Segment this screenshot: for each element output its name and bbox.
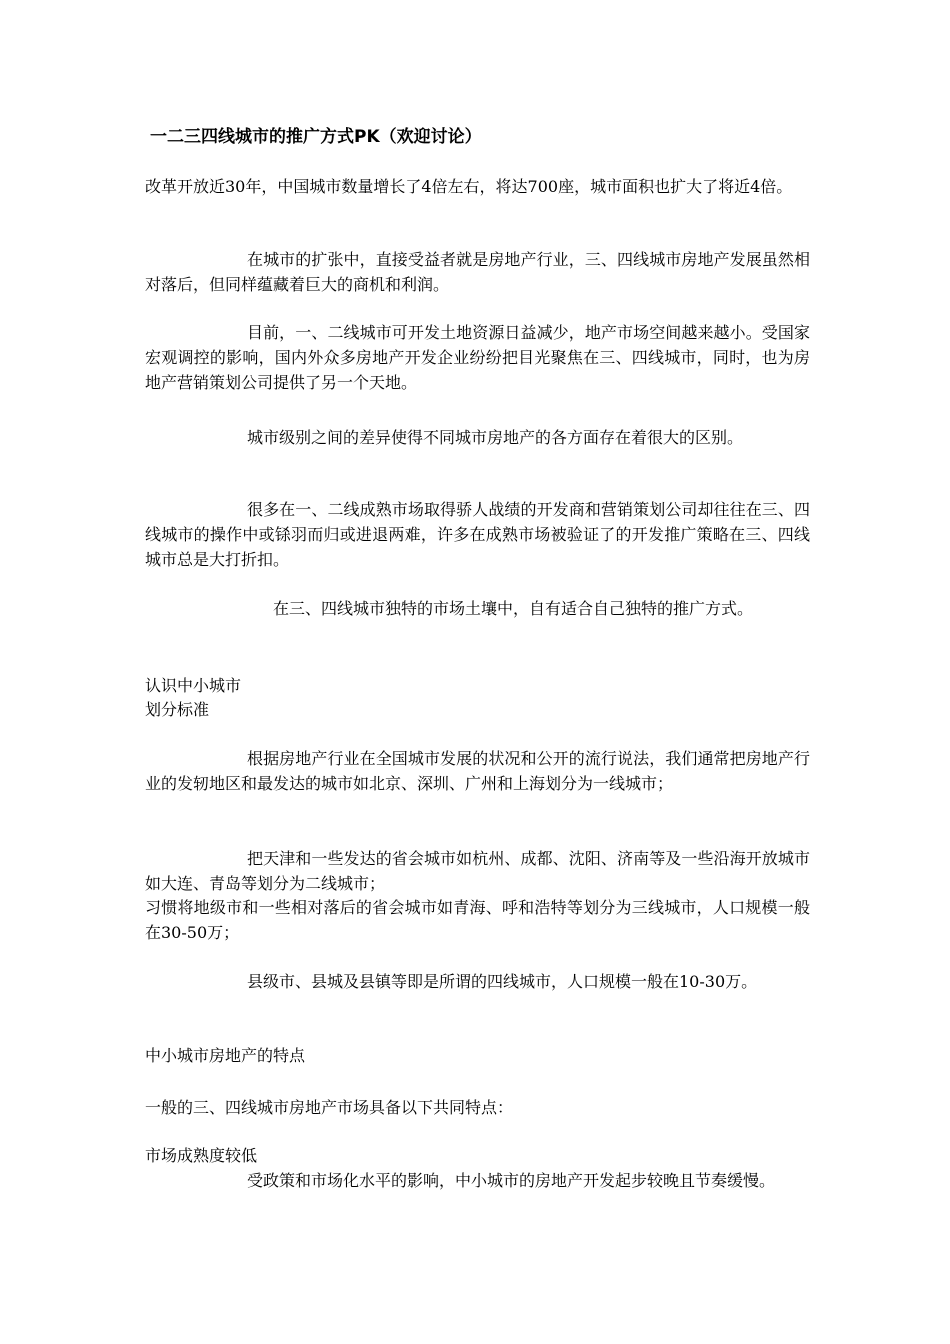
paragraph-second-tier: 把天津和一些发达的省会城市如杭州、成都、沈阳、济南等及一些沿海开放城市如大连、青岛等划分为二线城市； <box>145 849 810 893</box>
paragraph-fourth-tier: 县级市、县城及县镇等即是所谓的四线城市，人口规模一般在10-30万。 <box>247 972 758 991</box>
paragraph-current: 目前，一、二线城市可开发土地资源日益减少，地产市场空间越来越小。受国家宏观调控的影响，国内外众多房地产开发企业纷纷把目光聚焦在三、四线城市，同时，也为房地产营销策划公司提供了另一个天地。 <box>145 323 810 392</box>
section-heading-maturity: 市场成熟度较低 <box>145 1146 258 1165</box>
paragraph-difference: 城市级别之间的差异使得不同城市房地产的各方面存在着很大的区别。 <box>247 428 744 447</box>
paragraph-common-features: 一般的三、四线城市房地产市场具备以下共同特点： <box>145 1098 514 1117</box>
section-heading-criteria: 划分标准 <box>145 700 210 719</box>
paragraph-reform: 改革开放近30年，中国城市数量增长了4倍左右，将达700座，城市面积也扩大了将近4倍。 <box>145 177 793 196</box>
paragraph-maturity: 受政策和市场化水平的影响，中小城市的房地产开发起步较晚且节奏缓慢。 <box>247 1171 776 1190</box>
section-heading-know-cities: 认识中小城市 <box>145 676 242 695</box>
section-heading-features: 中小城市房地产的特点 <box>145 1046 306 1065</box>
paragraph-third-tier: 习惯将地级市和一些相对落后的省会城市如青海、呼和浩特等划分为三线城市，人口规模一般在30-50万； <box>145 898 810 942</box>
paragraph-unique-promotion: 在三、四线城市独特的市场土壤中，自有适合自己独特的推广方式。 <box>273 599 754 618</box>
document-title: 一二三四线城市的推广方式PK（欢迎讨论） <box>150 127 482 147</box>
paragraph-expansion: 在城市的扩张中，直接受益者就是房地产行业，三、四线城市房地产发展虽然相对落后，但同样蕴藏着巨大的商机和利润。 <box>145 250 810 294</box>
paragraph-first-tier: 根据房地产行业在全国城市发展的状况和公开的流行说法，我们通常把房地产行业的发轫地区和最发达的城市如北京、深圳、广州和上海划分为一线城市； <box>145 749 810 793</box>
paragraph-developers: 很多在一、二线成熟市场取得骄人战绩的开发商和营销策划公司却往往在三、四线城市的操作中或铩羽而归或进退两难，许多在成熟市场被验证了的开发推广策略在三、四线城市总是大打折扣。 <box>145 500 810 569</box>
